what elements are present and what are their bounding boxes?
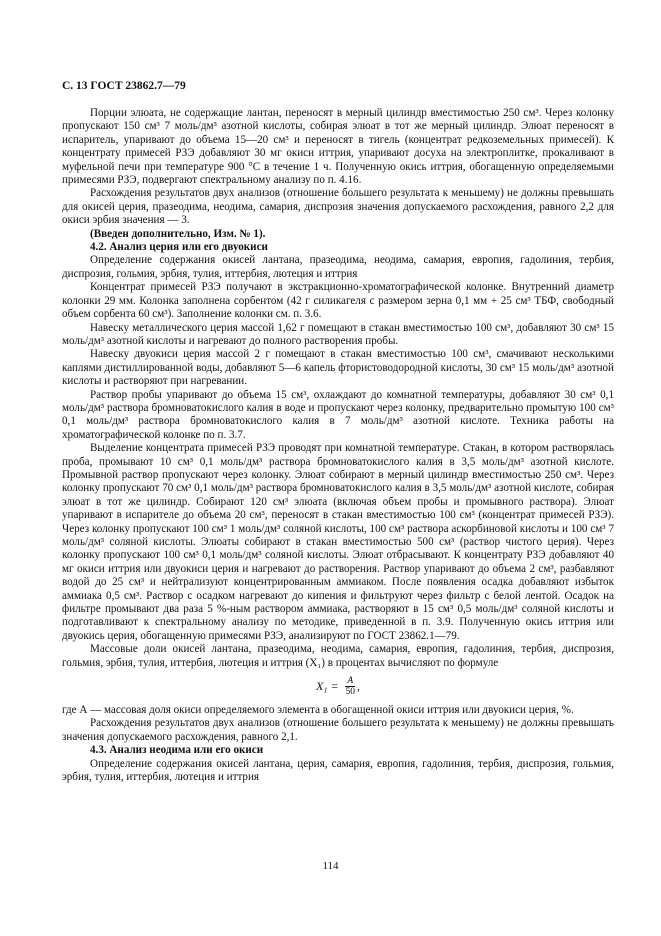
formula [62,676,614,697]
paragraph: Определение содержания окисей лантана, празеодима, неодима, самария, европия, гадолиния, тербия, диспрозия, гольмия, эрбия, тулия, иттербия, лютеция и иттрия [62,254,614,280]
formula-numerator: A [347,676,354,687]
formula-denominator: 50 [345,687,356,698]
page-number: 114 [322,860,339,872]
formula-tail: , [357,678,361,693]
formula-explanation: где А — массовая доля окиси определяемого элемента в обогащенной окиси иттрия или двуокиси церия, %. [62,704,574,717]
section-heading-4-2: 4.2. Анализ церия или его двуокиси [90,241,268,254]
paragraph: Расхождения результатов двух анализов (отношение большего результата к меньшему) не должны превышать для окисей церия, празеодима, неодима, самария, диспрозия значения допускаемого расхождения, равного 2,2 для окиси эрбия значения — 3. [62,187,614,227]
formula-fraction [344,676,361,698]
page-header: С. 13 ГОСТ 23862.7—79 [62,80,186,92]
paragraph: Навеску двуокиси церия массой 2 г помещают в стакан вместимостью 100 см³, смачивают несколькими каплями дистиллированной воды, добавляют 5—6 капель фтористоводородной кислоты, 30 см³ 15 моль/дм³ азотной кислоты и растворяют при нагревании. [62,348,614,388]
formula-lhs: X₁ = [315,678,339,693]
paragraph: Раствор пробы упаривают до объема 15 см³, охлаждают до комнатной температуры, добавляют 30 см³ 0,1 моль/дм³ раствора бромноватокислого калия в воде и пропускают через колонку, предварительно промытую 100 см³ 0,1 моль/дм³ раствора бромноватокислого калия в 7 моль/дм³ азотной кислоте. Техника работы на хроматографической колонке по п. 3.7. [62,388,614,441]
paragraph: Навеску металлического церия массой 1,62 г помещают в стакан вместимостью 100 см³, добавляют 30 см³ 15 моль/дм³ азотной кислоты и нагревают до полного растворения пробы. [62,321,614,347]
paragraph: Выделение концентрата примесей РЗЭ проводят при комнатной температуре. Стакан, в котором растворялась проба, промывают 10 см³ 0,1 моль/дм³ раствора бромноватокислого калия в 3,5 моль/дм³ азотной кислоте. Промывной раствор пропускают через колонку. Элюат собирают в мерный цилиндр вместимостью 250 см³. Через колонку пропускают 70 см³ 0,1 моль/дм³ раствора бромноватокислого калия в 3,5 моль/дм³ азотной кислоте, собирая элюат в тот же цилиндр. Собирают 120 см³ элюата (включая объем пробы и промывного раствора). Элюат упаривают в испарителе до объема 20 см³, переносят в стакан вместимостью 100 см³ (концентрат примесей РЗЭ). Через колонку пропускают 100 см³ 1 моль/дм³ соляной кислоты, 100 см³ раствора аскорбиновой кислоты и 100 см³ 7 моль/дм³ соляной кислоты. Элюаты собирают в стакан вместимостью 500 см³ (раствор чистого церия). Через колонку пропускают 100 см³ 0,1 моль/дм³ соляной кислоты. Элюат отбрасывают. К концентрату РЗЭ добавляют 40 мг окиси иттрия или двуокиси церия и нагревают до растворения. Раствор упаривают до объема 2 см³, разбавляют водой до 25 см³ и нейтрализуют концентрированным аммиаком. После появления осадка добавляют избыток аммиака 0,5 см³. Раствор с осадком нагревают до кипения и фильтруют через фильтр с белой лентой. Осадок на фильтре промывают два раза 5 %-ным раствором аммиака, растворяют в 15 см³ 0,5 моль/дм³ соляной кислоты и подготавливают к спектральному анализу по методике, приведенной в п. 3.9. Полученную окись иттрия или двуокись церия, обогащенную примесями РЗЭ, анализируют по ГОСТ 23862.1—79. [62,442,614,642]
amendment-note: (Введен дополнительно, Изм. № 1). [90,227,266,240]
paragraph: Концентрат примесей РЗЭ получают в экстракционно-хроматографической колонке. Внутренний диаметр колонки 29 мм. Колонка заполнена сорбентом (42 г силикагеля с размером зерна 0,1 мм + 25 см³ ТБФ, свободный объем сорбента 60 см³). Заполнение колонки см. п. 3.6. [62,281,614,321]
paragraph: Определение содержания окисей лантана, церия, самария, европия, гадолиния, тербия, диспрозия, гольмия, эрбия, тулия, иттербия, лютеция и иттрия [62,757,614,784]
paragraph: Порции элюата, не содержащие лантан, переносят в мерный цилиндр вместимостью 250 см³. Через колонку пропускают 150 см³ 7 моль/дм³ азотной кислоты, собирая элюат в тот же мерный цилиндр. Элюат переносят в испаритель, упаривают до объема 15—20 см³ и переносят в тигель (концентрат редкоземельных примесей). К концентрату примесей РЗЭ добавляют 30 мг окиси иттрия, упаривают досуха на электроплитке, прокаливают в муфельной печи при температуре 900 °С в течение 1 ч. Полученную окись иттрия, обогащенную определяемыми примесями РЗЭ, подвергают спектральному анализу по п. 4.16. [62,107,614,187]
paragraph: Массовые доли окисей лантана, празеодима, неодима, самария, европия, гадолиния, тербия, диспрозия, гольмия, эрбия, тулия, иттербия, лютеция и иттрия (X₁) в процентах вычисляют по формуле [62,643,614,669]
paragraph: Расхождения результатов двух анализов (отношение большего результата к меньшему) не должны превышать значения допускаемого расхождения, равного 2,1. [62,717,614,743]
document-body [62,107,614,785]
section-heading-4-3: 4.3. Анализ неодима или его окиси [90,744,264,757]
